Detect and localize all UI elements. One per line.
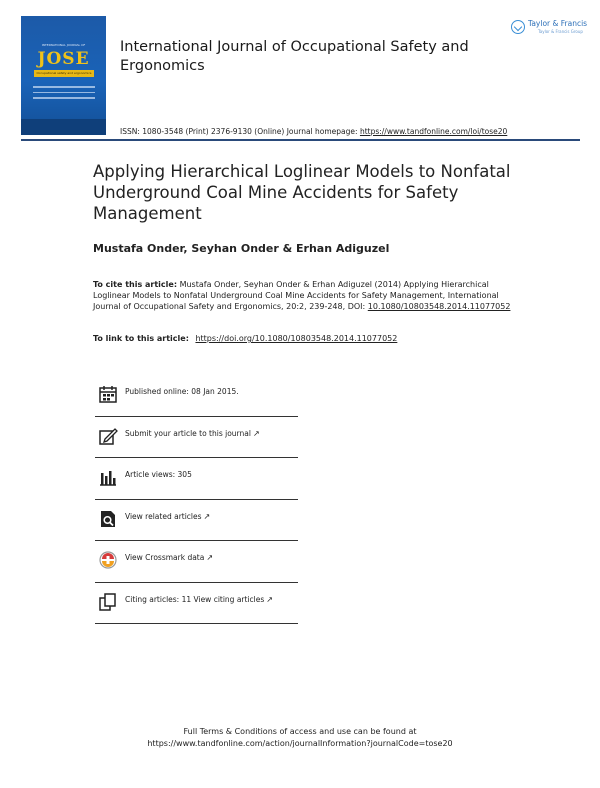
citing-articles-link[interactable] (125, 595, 273, 604)
issn-text: ISSN: 1080-3548 (Print) 2376-9130 (Online) Journal homepage: (120, 127, 358, 136)
citation-block (93, 279, 523, 312)
external-link-icon: ↗ (206, 553, 214, 562)
publisher-name: Taylor & Francis (528, 19, 588, 28)
list-item-published (95, 375, 298, 417)
publisher-logo-icon (511, 20, 525, 34)
cover-title: JOSE (37, 49, 90, 69)
footer-terms-link[interactable]: https://www.tandfonline.com/action/journalInformation?journalCode=tose20 (147, 739, 453, 748)
list-item-citing[interactable] (95, 583, 298, 625)
journal-homepage-link[interactable]: https://www.tandfonline.com/loi/tose20 (359, 127, 508, 136)
crossmark-icon (98, 550, 118, 570)
doi-link[interactable]: 10.1080/10803548.2014.11077052 (367, 302, 511, 311)
external-link-icon: ↗ (252, 428, 260, 438)
cite-body: Mustafa Onder, Seyhan Onder & Erhan Adiguzel (2014) Applying Hierarchical Loglinear Models to Nonfatal Underground Coal Mine Accidents for Safety Management, International Journal of Occupational Safety and Ergonomics, 20:2, 239-248, DOI: (93, 280, 499, 311)
copy-icon (98, 592, 118, 612)
cover-top-text: INTERNATIONAL JOURNAL OF (41, 43, 86, 47)
footer-terms-text: Full Terms & Conditions of access and use can be found at (183, 727, 417, 736)
citing-articles-label: Citing articles: 11 View citing articles (125, 594, 265, 604)
submit-article-label: Submit your article to this journal (125, 428, 251, 438)
edit-icon (98, 426, 118, 446)
crossmark-link[interactable] (125, 553, 213, 562)
article-title: Applying Hierarchical Loglinear Models to Nonfatal Underground Coal Mine Accidents for Safety Management (93, 162, 511, 223)
list-item-related[interactable] (95, 500, 298, 542)
bar-chart-icon (98, 467, 118, 487)
calendar-icon (98, 384, 118, 404)
cover-band (34, 70, 94, 77)
published-online-text: Published online: 08 Jan 2015. (125, 387, 239, 396)
header-divider (21, 139, 580, 141)
article-url-link[interactable]: https://doi.org/10.1080/10803548.2014.11077052 (195, 334, 398, 343)
submit-article-link[interactable] (125, 429, 260, 438)
article-authors: Mustafa Onder, Seyhan Onder & Erhan Adiguzel (93, 242, 390, 255)
list-item-crossmark[interactable] (95, 541, 298, 583)
cover-band-text: Occupational safety and ergonomics (36, 71, 92, 75)
list-item-submit[interactable] (95, 417, 298, 459)
publisher-logo[interactable] (511, 18, 588, 40)
search-document-icon (98, 509, 118, 529)
link-label: To link to this article: (93, 334, 189, 343)
external-link-icon: ↗ (203, 511, 211, 521)
publisher-subname: Taylor & Francis Group (538, 29, 583, 34)
cite-label: To cite this article: (93, 280, 178, 289)
article-views-text: Article views: 305 (125, 470, 192, 479)
list-item-views (95, 458, 298, 500)
journal-title: International Journal of Occupational Safety and Ergonomics (120, 39, 469, 74)
crossmark-label: View Crossmark data (125, 553, 205, 562)
related-articles-label: View related articles (125, 511, 202, 521)
page-footer (0, 726, 600, 750)
article-link-line (93, 334, 397, 343)
article-info-list (95, 375, 298, 624)
related-articles-link[interactable] (125, 512, 210, 521)
cover-lines (33, 86, 95, 103)
issn-line (120, 127, 507, 136)
journal-cover-image (21, 16, 106, 135)
external-link-icon: ↗ (266, 594, 273, 604)
cover-bottom-bar (21, 119, 106, 135)
